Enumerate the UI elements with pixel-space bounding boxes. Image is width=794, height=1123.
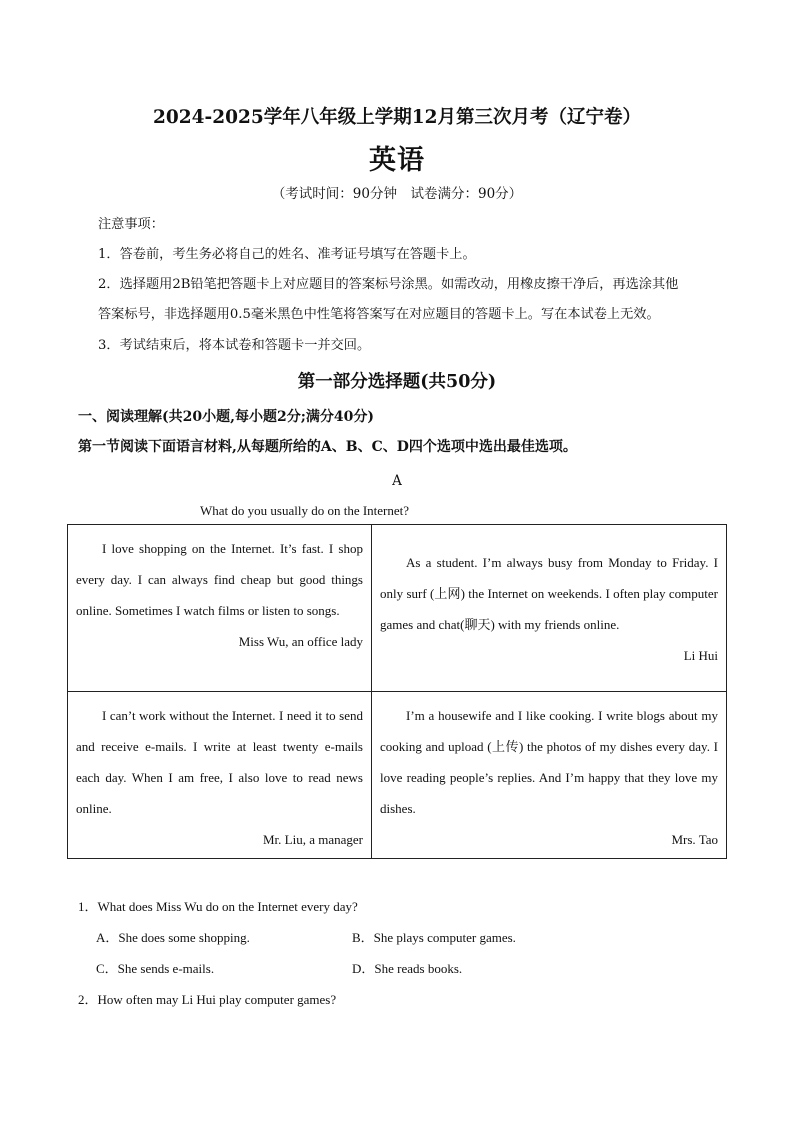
- cell-text: I’m a housewife and I like cooking. I write blogs about my cooking and upload (上传) the photos of my dishes every day. I love reading people’s replies. And I’m happy that they love my dishes.: [380, 708, 718, 816]
- part1-title: 第一部分选择题(共50分): [297, 372, 497, 392]
- note-item-2: 2．选择题用2B铅笔把答题卡上对应题目的答案标号涂黑。如需改动，用橡皮擦干净后，再选涂其他: [98, 277, 679, 292]
- section1-heading: 一、阅读理解(共20小题,每小题2分;满分40分): [78, 409, 374, 425]
- cell-signature: Li Hui: [683, 648, 718, 663]
- cell-signature: Mr. Liu, a manager: [263, 832, 363, 847]
- notes-heading: 注意事项：: [98, 217, 164, 232]
- cell-signature: Mrs. Tao: [671, 832, 718, 847]
- note-item-3: 3．考试结束后，将本试卷和答题卡一并交回。: [98, 338, 371, 353]
- cell-text: As a student. I’m always busy from Monday to Friday. I only surf (上网) the Internet on weekends. I often play computer games and chat(聊天) with my friends online.: [380, 555, 718, 632]
- exam-info: （考试时间：90分钟 试卷满分：90分）: [271, 186, 523, 202]
- question-1-option-c: C．She sends e-mails.: [96, 961, 215, 976]
- question-1-stem: 1．What does Miss Wu do on the Internet every day?: [78, 899, 358, 914]
- cell-text: I love shopping on the Internet. It’s fast. I shop every day. I can always find cheap but good things online. Sometimes I watch films or listen to songs.: [76, 541, 363, 618]
- question-1-option-b: B．She plays computer games.: [352, 930, 516, 945]
- exam-title: 2024-2025学年八年级上学期12月第三次月考（辽宁卷）: [153, 107, 641, 128]
- subject-title: 英语: [369, 145, 425, 176]
- question-2-stem: 2．How often may Li Hui play computer games?: [78, 992, 337, 1007]
- cell-signature: Miss Wu, an office lady: [238, 634, 363, 649]
- note-item-2-continued: 答案标号，非选择题用0.5毫米黑色中性笔将答案写在对应题目的答题卡上。写在本试卷上无效。: [98, 307, 660, 322]
- question-1-option-a: A．She does some shopping.: [96, 930, 250, 945]
- passage-title: What do you usually do on the Internet?: [200, 503, 410, 518]
- cell-text: I can’t work without the Internet. I need it to send and receive e-mails. I write at least twenty e-mails each day. When I am free, I also love to read news online.: [76, 708, 363, 816]
- section1-instruction: 第一节阅读下面语言材料,从每题所给的A、B、C、D四个选项中选出最佳选项。: [78, 439, 577, 455]
- passage-cell: [68, 525, 372, 692]
- passage-label: A: [392, 473, 402, 489]
- note-item-1: 1．答卷前，考生务必将自己的姓名、准考证号填写在答题卡上。: [98, 247, 476, 262]
- passage-cell: [68, 692, 372, 859]
- passage-table: [67, 524, 727, 859]
- question-1-option-d: D．She reads books.: [352, 961, 463, 976]
- passage-cell: [372, 525, 727, 692]
- passage-cell: [372, 692, 727, 859]
